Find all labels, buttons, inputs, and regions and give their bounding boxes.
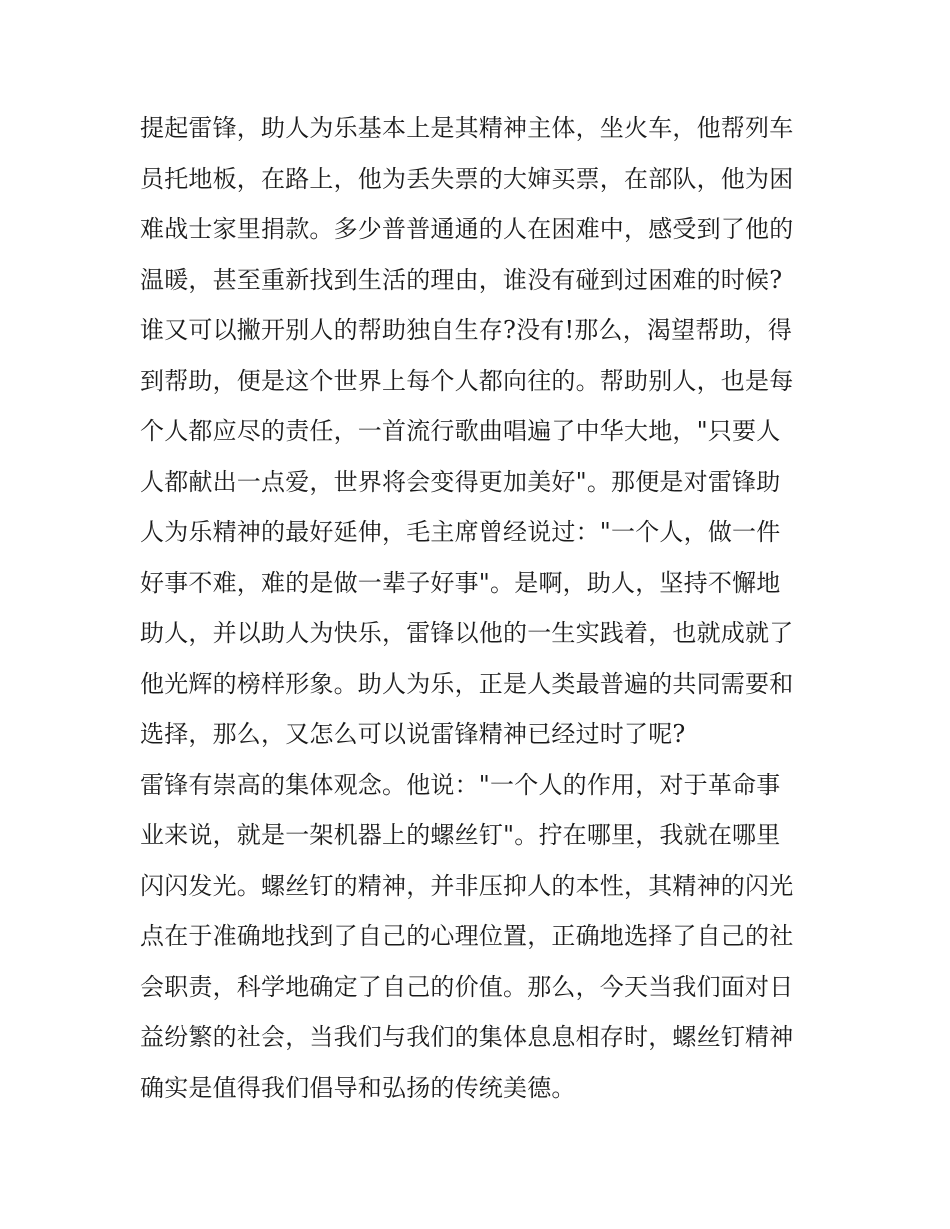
- text-line: 人都献出一点爱，世界将会变得更加美好"。那便是对雷锋助: [140, 467, 781, 496]
- text-line: 业来说，就是一架机器上的螺丝钉"。拧在哪里，我就在哪里: [140, 821, 781, 849]
- text-line: 难战士家里捐款。多少普普通通的人在困难中，感受到了他的: [140, 215, 794, 243]
- text-line: 好事不难，难的是做一辈子好事"。是啊，助人，坚持不懈地: [140, 568, 781, 597]
- text-line: 个人都应尽的责任，一首流行歌曲唱遍了中华大地，"只要人: [140, 417, 781, 445]
- text-line: 确实是值得我们倡导和弘扬的传统美德。: [140, 1073, 576, 1102]
- text-line: 到帮助，便是这个世界上每个人都向往的。帮助别人，也是每: [140, 366, 794, 395]
- text-line: 提起雷锋，助人为乐基本上是其精神主体，坐火车，他帮列车: [140, 114, 794, 142]
- text-line: 点在于准确地找到了自己的心理位置，正确地选择了自己的社: [140, 922, 794, 950]
- text-line: 助人，并以助人为快乐，雷锋以他的一生实践着，也就成就了: [140, 619, 794, 647]
- text-line: 益纷繁的社会，当我们与我们的集体息息相存时，螺丝钉精神: [140, 1023, 794, 1051]
- text-line: 人为乐精神的最好延伸，毛主席曾经说过："一个人，做一件: [140, 518, 781, 546]
- text-line: 选择，那么，又怎么可以说雷锋精神已经过时了呢?: [140, 720, 686, 748]
- text-line: 雷锋有崇高的集体观念。他说："一个人的作用，对于革命事: [140, 770, 781, 799]
- text-line: 他光辉的榜样形象。助人为乐，正是人类最普遍的共同需要和: [140, 669, 794, 698]
- text-line: 会职责，科学地确定了自己的价值。那么，今天当我们面对日: [140, 972, 794, 1001]
- text-line: 员托地板，在路上，他为丢失票的大婶买票，在部队，他为困: [140, 164, 794, 193]
- text-line: 谁又可以撇开别人的帮助独自生存?没有!那么，渴望帮助，得: [140, 316, 793, 344]
- document-body: [140, 103, 820, 1113]
- text-line: 温暖，甚至重新找到生活的理由，谁没有碰到过困难的时候?: [140, 265, 783, 294]
- text-line: 闪闪发光。螺丝钉的精神，并非压抑人的本性，其精神的闪光: [140, 871, 794, 900]
